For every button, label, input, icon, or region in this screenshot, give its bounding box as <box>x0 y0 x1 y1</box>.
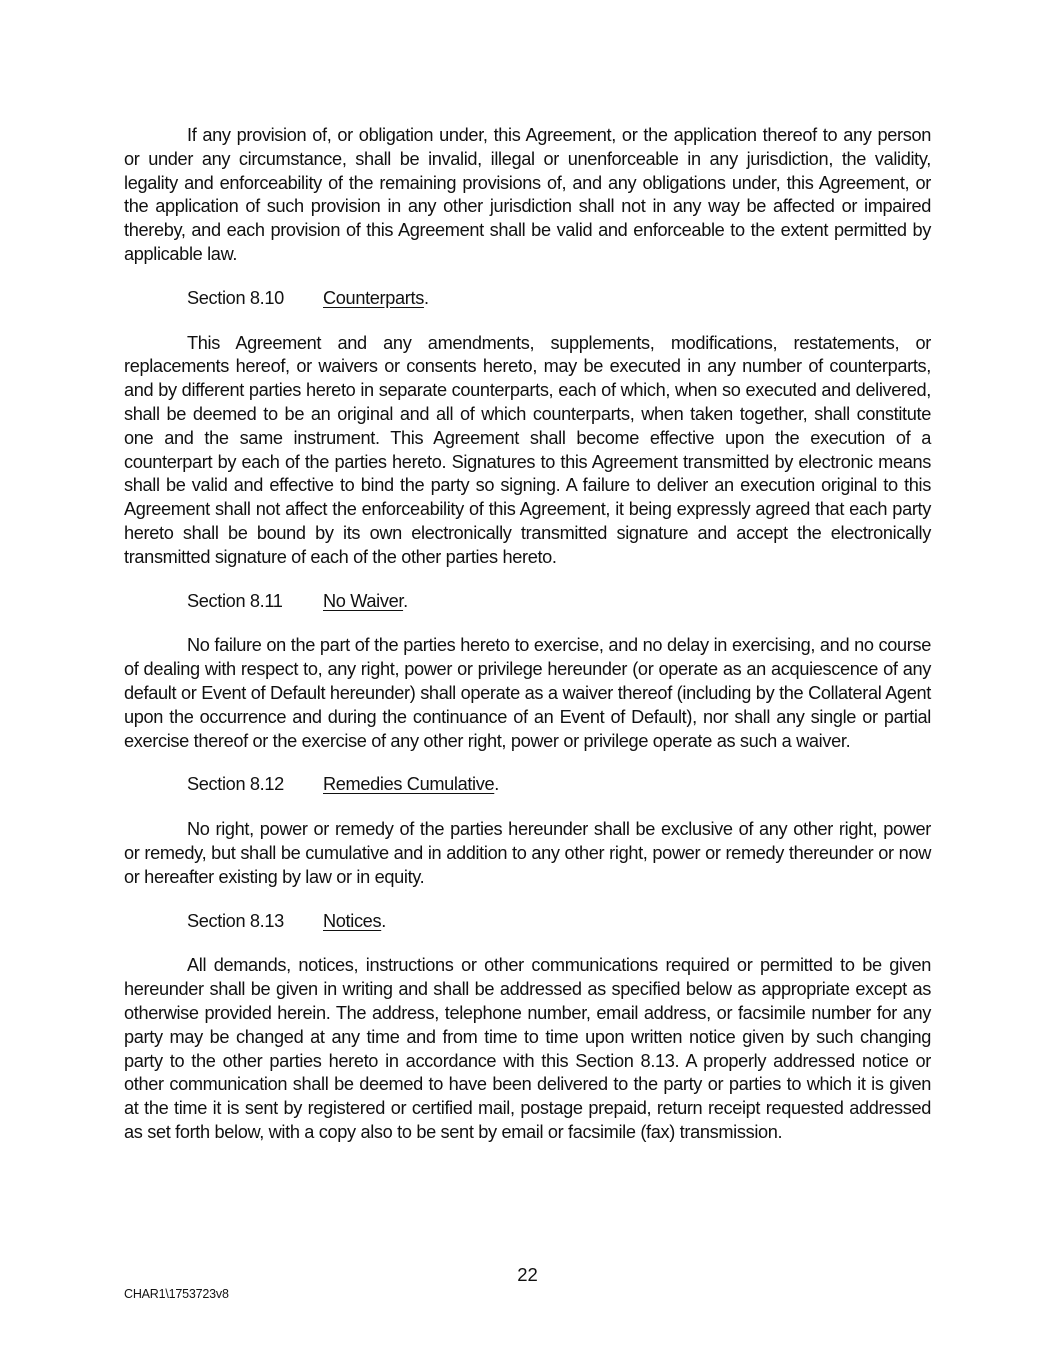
section-title-suffix: . <box>381 910 386 931</box>
section-number: Section 8.11 <box>187 590 283 611</box>
section-title: No Waiver <box>323 590 404 611</box>
intro-paragraph: If any provision of, or obligation under, this Agreement, or the application thereof to any person or under any circumstance, shall be invalid, illegal or unenforceable in any jurisdiction, the validity, legality and enforceability of the remaining provisions of, and any obligations under, this Agreement, or the application of such provision in any other jurisdiction shall not in any way be affected or impaired thereby, and each provision of this Agreement shall be valid and enforceable to the extent permitted by applicable law. <box>124 125 931 264</box>
section-heading-8-13 <box>124 910 931 934</box>
section-body-8-13: All demands, notices, instructions or other communications required or permitted to be given hereunder shall be given in writing and shall be addressed as specified below as appropriate except as otherwise provided herein. The address, telephone number, email address, or facsimile number for any party may be changed at any time and from time to time upon written notice given by such changing party to the other parties hereto in accordance with this Section 8.13. A properly addressed notice or other communication shall be deemed to have been delivered to the party or parties to which it is given at the time it is sent by registered or certified mail, postage prepaid, return receipt requested addressed as set forth below, with a copy also to be sent by email or facsimile (fax) transmission. <box>124 955 931 1142</box>
page-number: 22 <box>517 1264 538 1285</box>
document-id: CHAR1\1753723v8 <box>124 1287 229 1301</box>
section-title: Notices <box>323 910 382 931</box>
section-heading-8-10 <box>124 287 931 311</box>
section-heading-8-12 <box>124 773 931 797</box>
section-number: Section 8.12 <box>187 774 284 795</box>
section-number: Section 8.10 <box>187 287 284 308</box>
section-heading-8-11 <box>124 590 931 614</box>
section-body-8-11: No failure on the part of the parties hereto to exercise, and no delay in exercising, and no course of dealing with respect to, any right, power or privilege hereunder (or operate as an acquiescence of any default or Event of Default hereunder) shall operate as a waiver thereof (including by the Collateral Agent upon the occurrence and during the continuance of an Event of Default), nor shall any single or partial exercise thereof or the exercise of any other right, power or privilege operate as such a waiver. <box>124 635 931 751</box>
section-body-8-12: No right, power or remedy of the parties hereunder shall be exclusive of any other right, power or remedy, but shall be cumulative and in addition to any other right, power or remedy thereunder or now or hereafter existing by law or in equity. <box>124 819 931 887</box>
section-title: Counterparts <box>323 287 424 308</box>
section-title-suffix: . <box>494 774 499 795</box>
section-body-8-10: This Agreement and any amendments, supplements, modifications, restatements, or replacements hereof, or waivers or consents hereto, may be executed in any number of counterparts, and by different parties hereto in separate counterparts, each of which, when so executed and delivered, shall be deemed to be an original and all of which counterparts, when taken together, shall constitute one and the same instrument. This Agreement shall become effective upon the execution of a counterpart by each of the parties hereto. Signatures to this Agreement transmitted by electronic means shall be valid and effective to bind the party so signing. A failure to deliver an execution original to this Agreement shall not affect the enforceability of this Agreement, it being expressly agreed that each party hereto shall be bound by its own electronically transmitted signature and accept the electronically transmitted signature of each of the other parties hereto. <box>124 332 931 567</box>
document-page <box>124 124 931 1145</box>
section-title: Remedies Cumulative <box>323 774 495 795</box>
section-title-suffix: . <box>403 590 408 611</box>
section-title-suffix: . <box>423 287 429 308</box>
section-number: Section 8.13 <box>187 910 284 931</box>
